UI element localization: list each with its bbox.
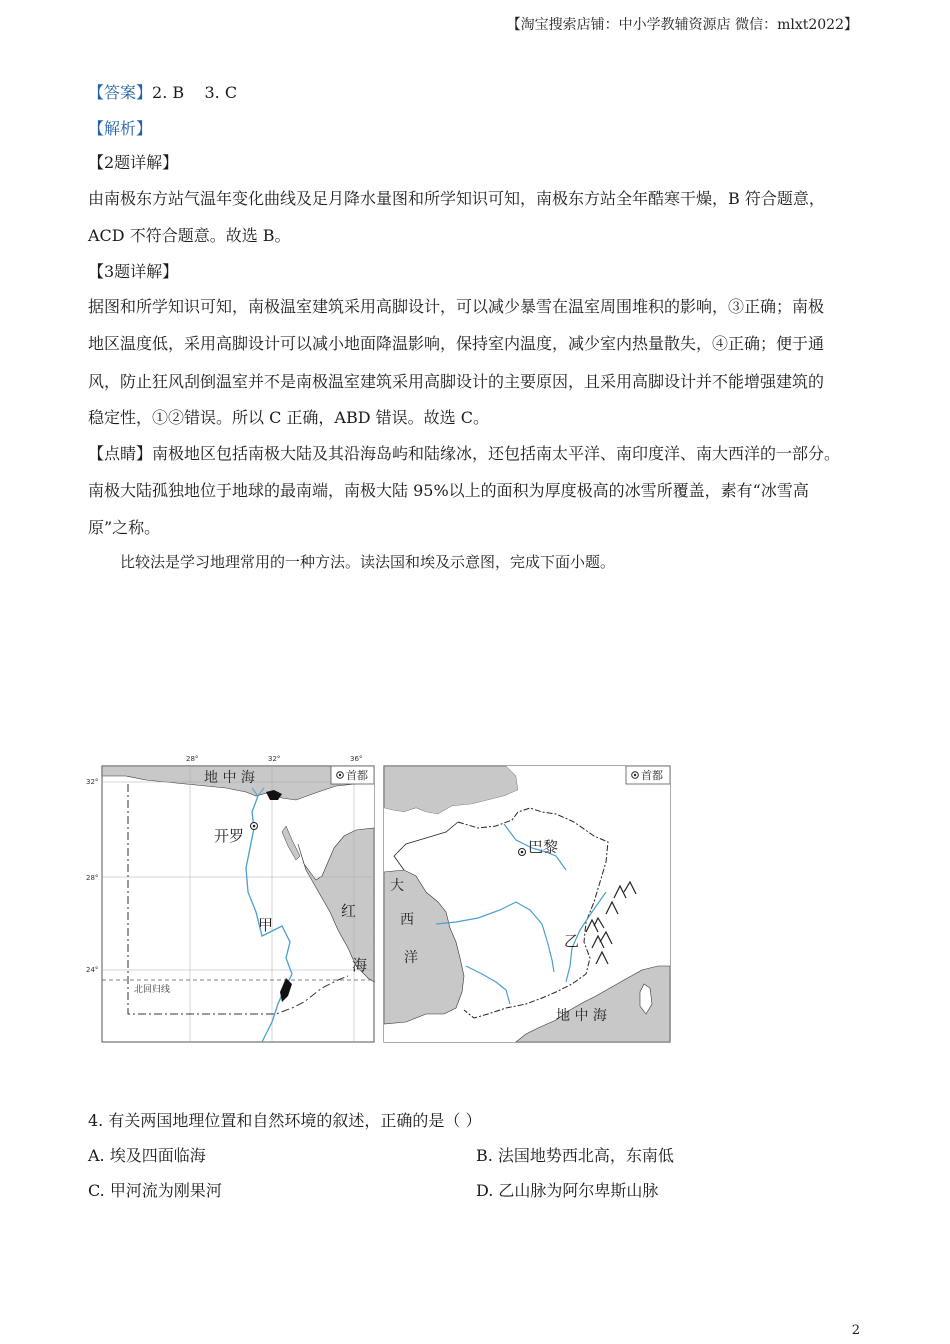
- tip-tag: 【点睛】: [88, 444, 153, 463]
- option-a[interactable]: A. 埃及四面临海: [88, 1146, 206, 1165]
- france-med-label: 地 中 海: [556, 1008, 607, 1024]
- tropic-label: 北回归线: [134, 985, 171, 995]
- tip-line2: 南极大陆孤独地位于地球的最南端，南极大陆 95%以上的面积为厚度极高的冰雪所覆盖，素有“冰雪高: [88, 481, 809, 500]
- mountain-yi-label: 乙: [564, 932, 580, 950]
- option-b[interactable]: B. 法国地势西北高，东南低: [476, 1146, 674, 1165]
- question4-stem: 4. 有关两国地理位置和自然环境的叙述，正确的是（ ）: [88, 1111, 482, 1130]
- q3-line1: 据图和所学知识可知，南极温室建筑采用高脚设计，可以减少暴雪在温室周围堆积的影响，③正确；南极: [88, 297, 825, 316]
- q3-line3: 风，防止狂风刮倒温室并不是南极温室建筑采用高脚设计的主要原因，且采用高脚设计并不能增强建筑的: [88, 372, 825, 391]
- tip-line1: 南极地区包括南极大陆及其沿海岛屿和陆缘冰，还包括南太平洋、南印度洋、南大西洋的一部分。: [152, 444, 841, 463]
- atlantic-label-1: 大: [390, 878, 404, 894]
- option-c[interactable]: C. 甲河流为刚果河: [88, 1181, 222, 1200]
- q3-line4: 稳定性，①②错误。所以 C 正确，ABD 错误。故选 C。: [88, 408, 489, 427]
- egypt-legend-label: 首都: [346, 769, 368, 782]
- q2-line1: 由南极东方站气温年变化曲线及足月降水量图和所学知识可知，南极东方站全年酷寒干燥，B 符合题意，: [88, 189, 825, 208]
- intro-text: 比较法是学习地理常用的一种方法。读法国和埃及示意图，完成下面小题。: [120, 553, 616, 571]
- red-sea-label-1: 红: [341, 902, 357, 920]
- page-header: 【淘宝搜索店铺：中小学教辅资源店 微信：mlxt2022】: [506, 17, 858, 33]
- lat-label-28: 28°: [86, 874, 99, 882]
- page-number: 2: [851, 1323, 860, 1338]
- q3-line2: 地区温度低，采用高脚设计可以减小地面降温影响，保持室内温度，减少室内热量散失，④正确；便于通: [88, 334, 825, 353]
- atlantic-label-3: 洋: [404, 950, 418, 966]
- egypt-sea-label: 地 中 海: [204, 770, 255, 786]
- maps-figure: [86, 752, 676, 1047]
- lat-label-24: 24°: [86, 966, 99, 974]
- answer-tag: 【答案】: [88, 83, 153, 102]
- river-jia-label: 甲: [258, 916, 274, 934]
- cairo-label: 开罗: [214, 827, 245, 845]
- tip-line3: 原”之称。: [88, 518, 161, 537]
- tip-line: [88, 441, 840, 464]
- atlantic-label-2: 西: [400, 912, 414, 928]
- option-d[interactable]: D. 乙山脉为阿尔卑斯山脉: [476, 1181, 659, 1200]
- lon-label-28: 28°: [186, 755, 199, 763]
- lon-label-36: 36°: [350, 755, 363, 763]
- analysis-tag: 【解析】: [88, 119, 153, 138]
- france-legend-label: 首都: [641, 769, 663, 782]
- egypt-map: [86, 755, 374, 1042]
- red-sea-label-2: 海: [352, 956, 368, 974]
- france-map: [384, 766, 670, 1042]
- paris-label: 巴黎: [528, 838, 559, 856]
- lon-label-32: 32°: [268, 755, 281, 763]
- q3-tag: 【3题详解】: [88, 262, 179, 281]
- q2-line2: ACD 不符合题意。故选 B。: [88, 226, 291, 245]
- q2-tag: 【2题详解】: [88, 153, 179, 172]
- answer-value: 2. B 3. C: [152, 83, 238, 102]
- answer-line: [88, 80, 237, 103]
- lat-label-32: 32°: [86, 778, 99, 786]
